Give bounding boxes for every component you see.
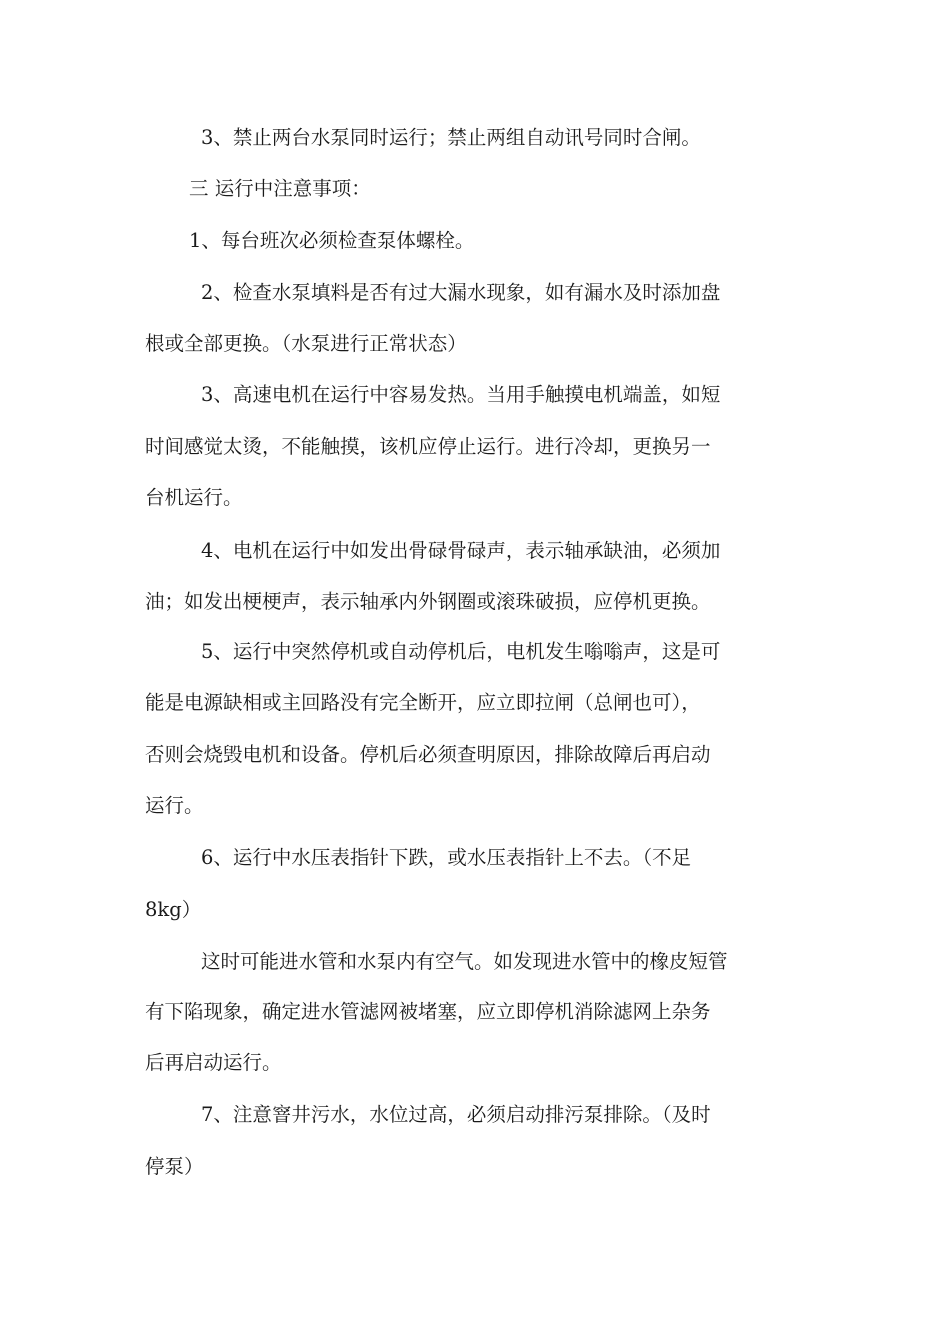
paragraph-line: 后再启动运行。 [145, 1051, 282, 1074]
paragraph-line: 运行。 [145, 794, 204, 817]
paragraph-line: 4、电机在运行中如发出骨碌骨碌声，表示轴承缺油，必须加 [201, 539, 721, 562]
paragraph-line: 油；如发出梗梗声，表示轴承内外钢圈或滚珠破损，应停机更换。 [145, 590, 711, 613]
paragraph-line: 时间感觉太烫，不能触摸，该机应停止运行。进行冷却，更换另一 [145, 435, 711, 458]
paragraph-line: 台机运行。 [145, 486, 243, 509]
paragraph-line: 否则会烧毁电机和设备。停机后必须查明原因，排除故障后再启动 [145, 743, 711, 766]
paragraph-line: 1、每台班次必须检查泵体螺栓。 [189, 229, 475, 252]
paragraph-line: 根或全部更换。（水泵进行正常状态） [145, 332, 467, 355]
paragraph-line: 3、禁止两台水泵同时运行；禁止两组自动讯号同时合闸。 [201, 126, 701, 149]
paragraph-line: 7、注意窨井污水，水位过高，必须启动排污泵排除。（及时 [201, 1103, 711, 1126]
paragraph-line: 有下陷现象，确定进水管滤网被堵塞，应立即停机消除滤网上杂务 [145, 1000, 711, 1023]
paragraph-line: 能是电源缺相或主回路没有完全断开，应立即拉闸（总闸也可）， [145, 691, 701, 714]
paragraph-line: 这时可能进水管和水泵内有空气。如发现进水管中的橡皮短管 [201, 950, 728, 973]
paragraph-line: 2、检查水泵填料是否有过大漏水现象，如有漏水及时添加盘 [201, 281, 721, 304]
paragraph-line: 3、高速电机在运行中容易发热。当用手触摸电机端盖，如短 [201, 383, 721, 406]
paragraph-line: 5、运行中突然停机或自动停机后，电机发生嗡嗡声，这是可 [201, 640, 721, 663]
section-heading: 三 运行中注意事项： [189, 177, 371, 200]
paragraph-line: 8kg） [145, 898, 202, 921]
paragraph-line: 6、运行中水压表指针下跌，或水压表指针上不去。（不足 [201, 846, 692, 869]
paragraph-line: 停泵） [145, 1155, 204, 1178]
